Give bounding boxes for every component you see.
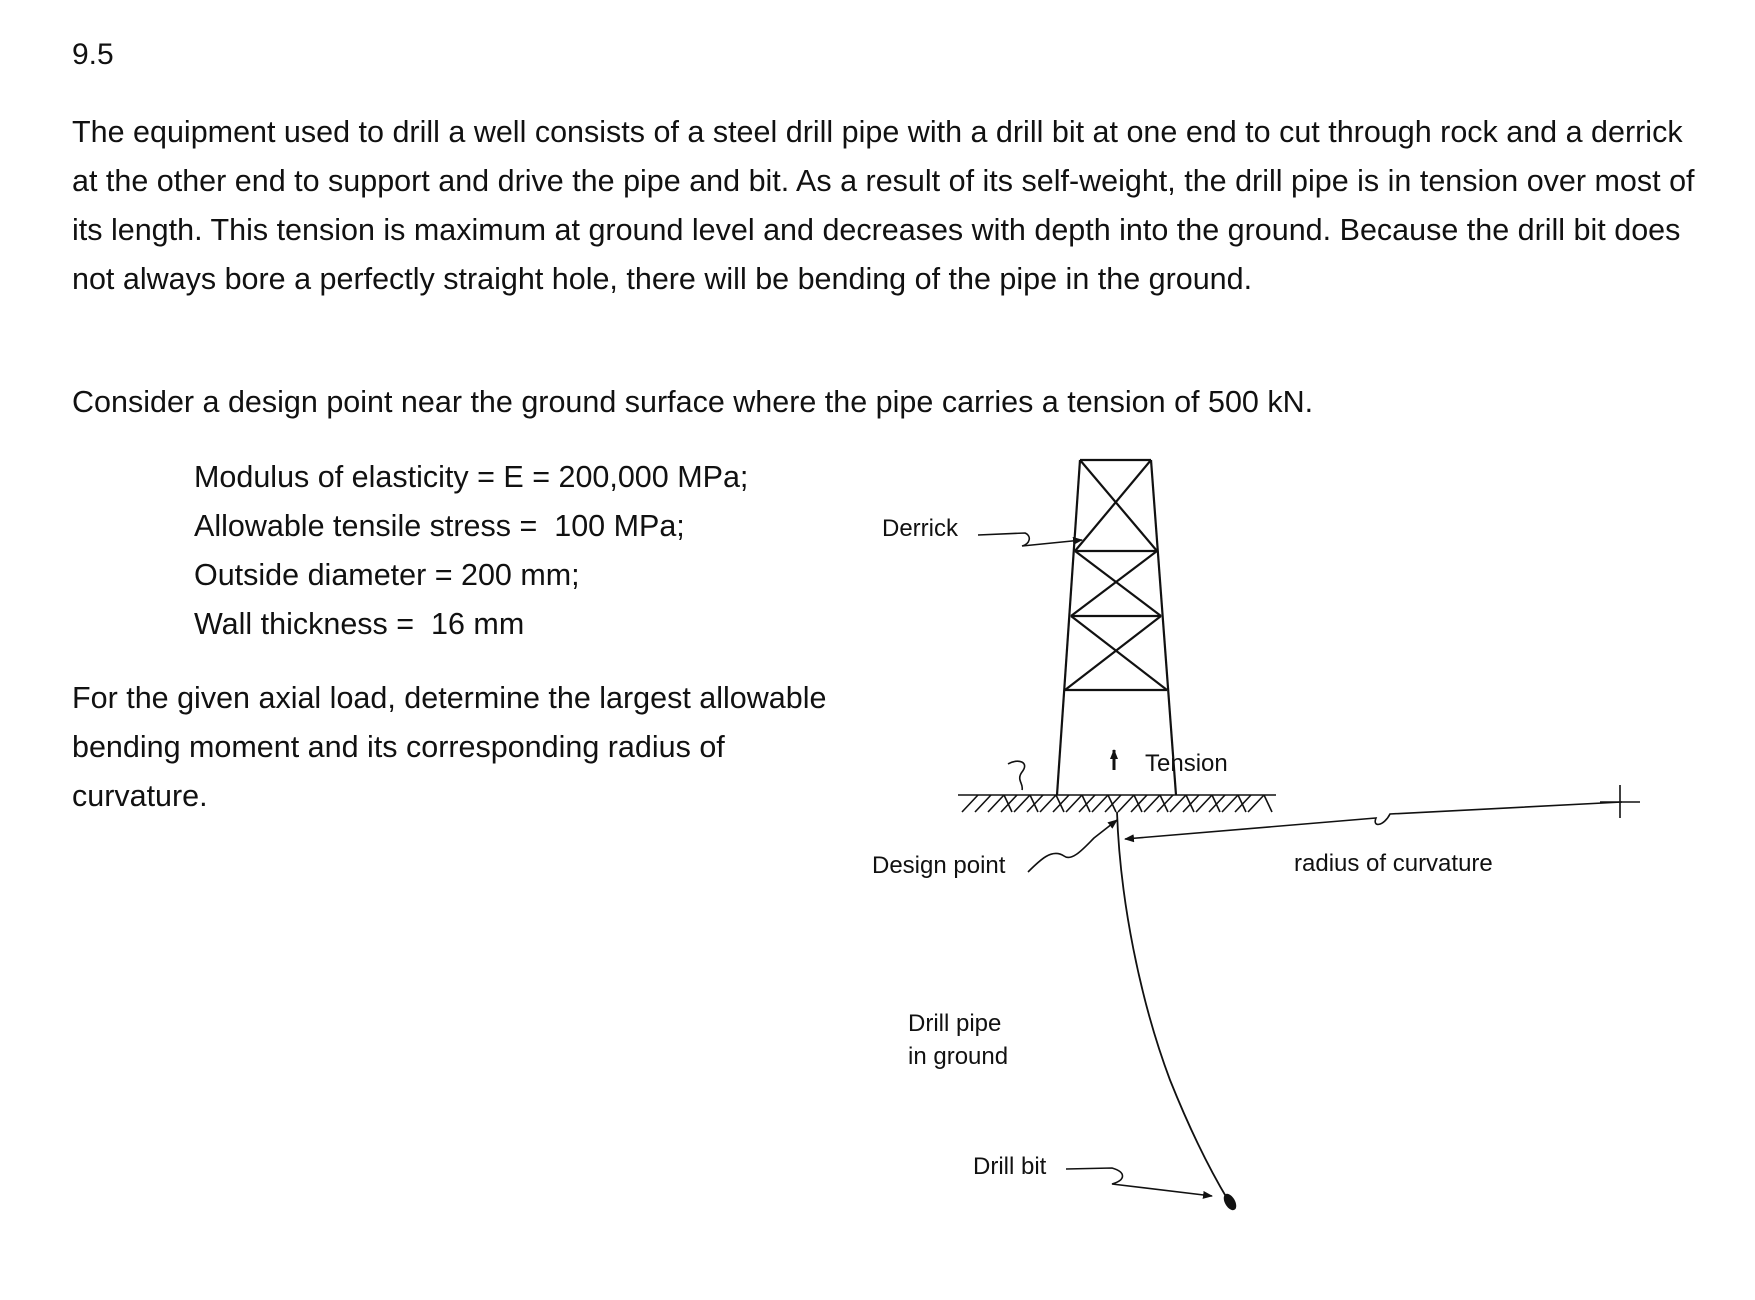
drill-bit bbox=[1221, 1192, 1239, 1213]
question-text: For the given axial load, determine the largest allowable bending moment and its corresponding radius of curvature. bbox=[72, 681, 827, 813]
drill-pipe-label-line1: Drill pipe bbox=[908, 1010, 1002, 1037]
drill-bit-leader bbox=[1066, 1168, 1212, 1196]
property-wall-thickness: Wall thickness = 16 mm bbox=[194, 607, 525, 641]
drill-pipe bbox=[1117, 812, 1228, 1200]
problem-number: 9.5 bbox=[72, 38, 114, 71]
problem-description: The equipment used to drill a well consists of a steel drill pipe with a drill bit at one end to cut through rock and a derrick at the other end to support and drive the pipe and bit. As a result of its self-weight, the drill pipe is in tension over most of its length. This tension is maximum at ground level and decreases with depth into the ground. Because the drill bit does not always bore a perfectly straight hole, there will be bending of the pipe in the ground. bbox=[72, 115, 1695, 296]
derrick-leader bbox=[978, 533, 1082, 546]
property-allowable-stress: Allowable tensile stress = 100 MPa; bbox=[194, 509, 685, 543]
derrick-label: Derrick bbox=[882, 515, 958, 542]
derrick-tower bbox=[1057, 460, 1176, 795]
design-point-statement: Consider a design point near the ground surface where the pipe carries a tension of 500 kN. bbox=[72, 385, 1314, 419]
center-of-curvature-icon bbox=[1600, 785, 1640, 818]
property-outside-diameter: Outside diameter = 200 mm; bbox=[194, 558, 580, 592]
property-modulus: Modulus of elasticity = E = 200,000 MPa; bbox=[194, 460, 749, 494]
radius-label: radius of curvature bbox=[1294, 850, 1493, 877]
drill-bit-label: Drill bit bbox=[973, 1153, 1047, 1180]
ground-surface bbox=[958, 795, 1276, 812]
design-point-label: Design point bbox=[872, 852, 1006, 879]
tension-label: Tension bbox=[1145, 750, 1228, 777]
drill-pipe-label-line2: in ground bbox=[908, 1043, 1009, 1070]
design-point-leader bbox=[1028, 820, 1117, 872]
ground-squiggle bbox=[1008, 761, 1025, 790]
